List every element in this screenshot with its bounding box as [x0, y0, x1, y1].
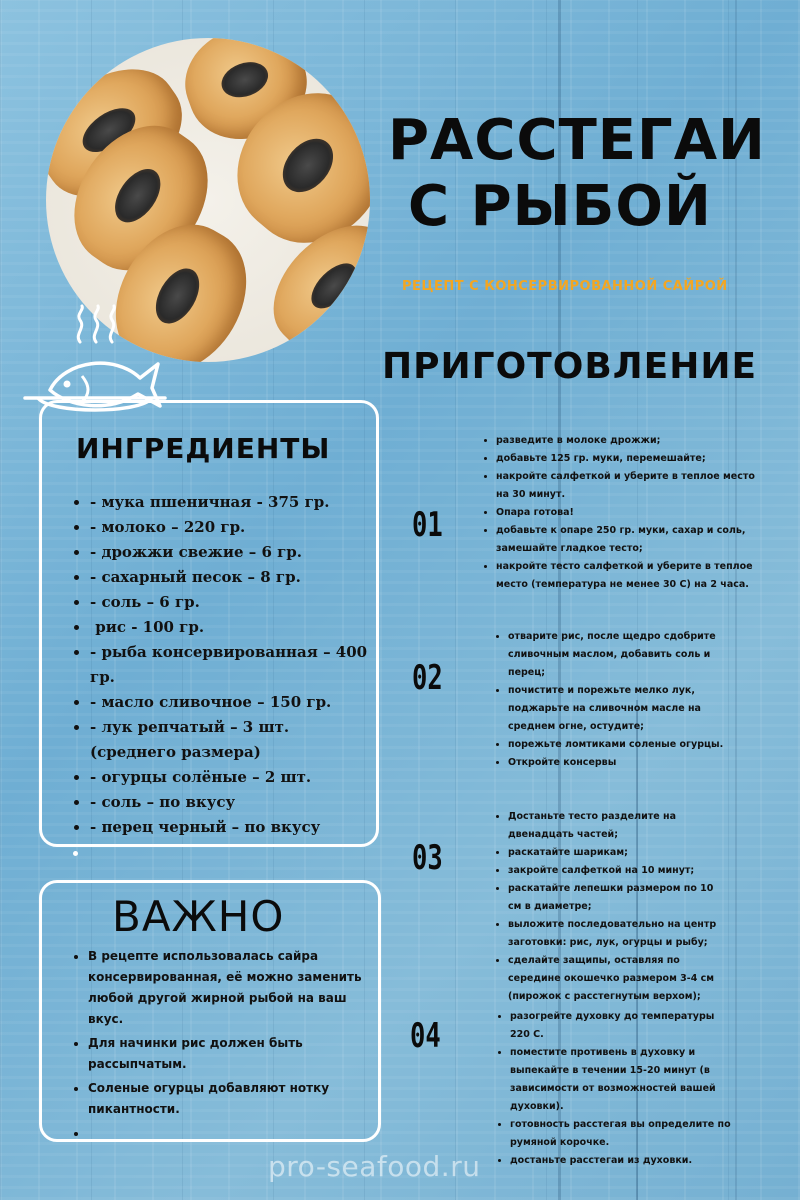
step-item: • разогрейте духовку до температуры 220 С. [510, 1008, 732, 1044]
ingredient-item: • - соль – 6 гр. [90, 590, 380, 615]
step-item: • отварите рис, после щедро сдобрите сливочным маслом, добавить соль и перец; [508, 628, 728, 682]
important-list [70, 946, 378, 1147]
important-item: • Для начинки рис должен быть рассыпчатым. [88, 1033, 378, 1075]
important-item: • В рецепте использовалась сайра консервированная, её можно заменить любой другой жирной рыбой на ваш вкус. [88, 946, 378, 1030]
step-item: • Достаньте тесто разделите на двенадцать частей; [508, 808, 728, 844]
step-item: • раскатайте лепешки размером по 10 см в диаметре; [508, 880, 728, 916]
ingredient-item: • - дрожжи свежие – 6 гр. [90, 540, 380, 565]
ingredient-item: • - огурцы солёные – 2 шт. [90, 765, 380, 790]
step-item: • достаньте расстегаи из духовки. [510, 1152, 732, 1170]
title-line-2: С РЫБОЙ [408, 174, 712, 239]
important-heading: ВАЖНО [112, 892, 285, 941]
bullet-dot [73, 851, 78, 856]
step-2-list [494, 628, 728, 772]
step-number: 01 [412, 505, 443, 545]
ingredients-list [70, 490, 380, 840]
recipe-title [388, 108, 768, 240]
recipe-subtitle: РЕЦЕПТ С КОНСЕРВИРОВАННОЙ САЙРОЙ [402, 279, 728, 294]
ingredient-item: • - перец черный – по вкусу [90, 815, 380, 840]
step-1-list [482, 432, 768, 594]
step-item: • готовность расстегая вы определите по румяной корочке. [510, 1116, 732, 1152]
ingredient-item: • - сахарный песок – 8 гр. [90, 565, 380, 590]
step-item: • Опара готова! [496, 504, 768, 522]
steam-icon [72, 304, 122, 344]
step-item: • сделайте защипы, оставляя по середине окошечко размером 3-4 см (пирожок с расстегнутым верхом); [508, 952, 728, 1006]
ingredient-item: • - мука пшеничная - 375 гр. [90, 490, 380, 515]
step-item: • накройте салфеткой и уберите в теплое место на 30 минут. [496, 468, 768, 504]
step-item: • раскатайте шарикам; [508, 844, 728, 862]
step-item: • добавьте к опаре 250 гр. муки, сахар и соль, замешайте гладкое тесто; [496, 522, 768, 558]
ingredient-item: • - масло сливочное – 150 гр. [90, 690, 380, 715]
important-item [88, 1123, 378, 1144]
step-number: 02 [412, 658, 443, 698]
step-item: • закройте салфеткой на 10 минут; [508, 862, 728, 880]
step-item: • накройте тесто салфеткой и уберите в теплое место (температура не менее 30 С) на 2 часа. [496, 558, 768, 594]
title-line-1: РАССТЕГАИ [388, 108, 766, 173]
step-item: • порежьте ломтиками соленые огурцы. [508, 736, 728, 754]
ingredient-item: • - лук репчатый – 3 шт. (среднего размера) [90, 715, 380, 765]
step-item: • разведите в молоке дрожжи; [496, 432, 768, 450]
step-number: 03 [412, 838, 443, 878]
step-item: • выложите последовательно на центр заготовки: рис, лук, огурцы и рыбу; [508, 916, 728, 952]
step-number: 04 [410, 1016, 441, 1056]
ingredient-item: • - соль – по вкусу [90, 790, 380, 815]
step-item: • Откройте консервы [508, 754, 728, 772]
step-item: • поместите противень в духовку и выпекайте в течении 15-20 минут (в зависимости от возможностей вашей духовки). [510, 1044, 732, 1116]
step-3-list [494, 808, 728, 1006]
site-watermark: pro-seafood.ru [268, 1150, 481, 1183]
preparation-heading: ПРИГОТОВЛЕНИЕ [382, 346, 758, 387]
ingredient-item: • рис - 100 гр. [90, 615, 380, 640]
step-item: • почистите и порежьте мелко лук, поджарьте на сливочном масле на среднем огне, остудите; [508, 682, 728, 736]
step-4-list [496, 1008, 732, 1170]
ingredient-item: • - молоко – 220 гр. [90, 515, 380, 540]
ingredients-heading: ИНГРЕДИЕНТЫ [76, 432, 331, 465]
important-item: • Соленые огурцы добавляют нотку пикантности. [88, 1078, 378, 1120]
ingredient-item: • - рыба консервированная – 400 гр. [90, 640, 380, 690]
step-item: • добавьте 125 гр. муки, перемешайте; [496, 450, 768, 468]
